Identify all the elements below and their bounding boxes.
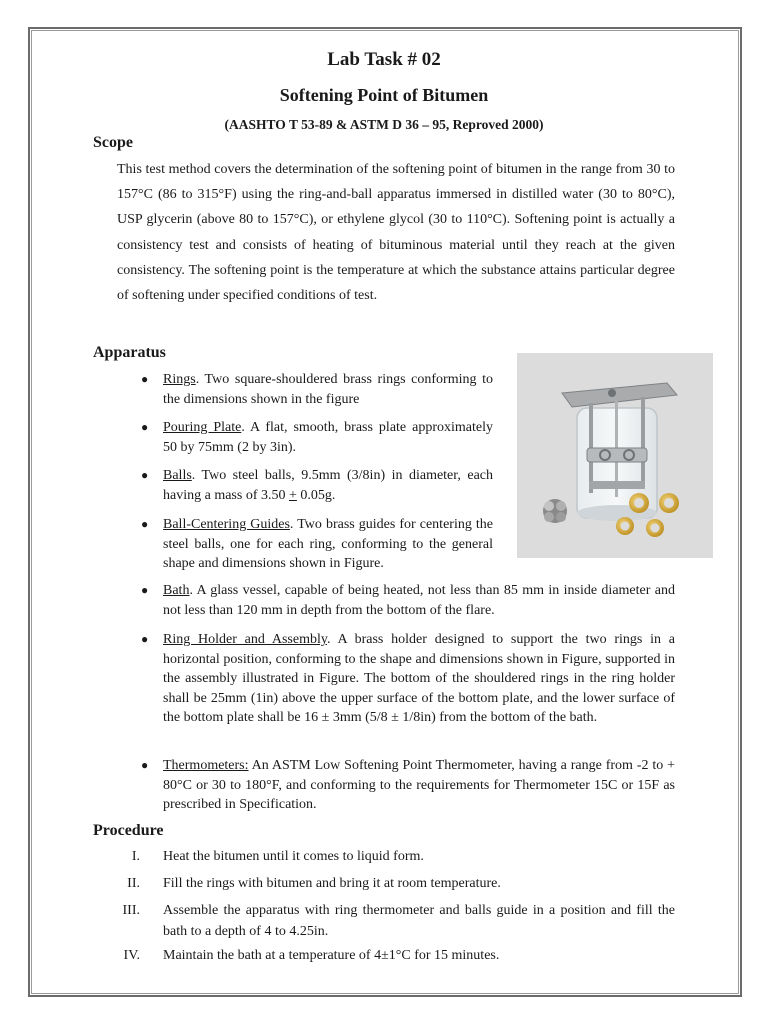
step-number: I. <box>131 849 140 864</box>
apparatus-photo <box>517 353 713 558</box>
bullet-icon: ● <box>141 372 149 386</box>
item-text: . A brass holder designed to support the two rings in a horizontal position, conforming to the shape and dimensions shown in Figure, supported in the assembly illustrated in Figure. The bottom of the shouldered rings in the ring holder shall be 25mm (1in) above the upper surface of the bottom plate, and the lower surface of the bottom plate shall be 16 ± 3mm (5/8 ± 1/8in) from the bottom of the bath. <box>163 632 676 725</box>
item-text: . Two square-shouldered brass rings conforming to the dimensions shown in the figure <box>163 372 493 407</box>
apparatus-illustration <box>517 353 713 558</box>
item-text: . Two steel balls, 9.5mm (3/8in) in diameter, each having a mass of 3.50 <box>163 468 493 503</box>
plus-minus-sign: + <box>288 487 297 503</box>
item-term: Rings <box>163 372 196 387</box>
standard-reference: (AASHTO T 53-89 & ASTM D 36 – 95, Reproved 2000) <box>224 117 544 132</box>
step-text: Fill the rings with bitumen and bring it at room temperature. <box>163 876 501 891</box>
apparatus-heading: Apparatus <box>93 344 166 361</box>
bullet-icon: ● <box>141 420 149 434</box>
item-text: . Two brass guides for centering the steel balls, one for each ring, conforming to the general shape and dimensions shown in Figure. <box>163 517 493 571</box>
bullet-icon: ● <box>141 468 149 482</box>
item-term: Ring Holder and Assembly <box>163 632 327 647</box>
item-term: Bath <box>163 583 190 598</box>
page-title: Lab Task # 02 <box>327 49 441 70</box>
page-subtitle: Softening Point of Bitumen <box>279 85 489 105</box>
bullet-icon: ● <box>141 517 149 531</box>
ball-centering-guide <box>543 499 567 523</box>
step-text: Maintain the bath at a temperature of 4±1°C for 15 minutes. <box>163 948 500 963</box>
step-text: Assemble the apparatus with ring thermometer and balls guide in a position and fill the bath to a depth of 4 to 4.25in. <box>163 903 675 939</box>
step-number: II. <box>127 876 140 891</box>
item-term: Ball-Centering Guides <box>163 517 290 532</box>
item-term: Pouring Plate <box>163 420 242 435</box>
bullet-icon: ● <box>141 632 149 646</box>
procedure-heading: Procedure <box>93 822 164 839</box>
item-text-after: 0.05g. <box>296 487 336 503</box>
item-term: Balls <box>163 468 192 483</box>
step-number: III. <box>122 903 140 918</box>
item-term: Thermometers: <box>163 758 249 773</box>
item-text: . A glass vessel, capable of being heated, not less than 85 mm in inside diameter and not less than 120 mm in depth from the bottom of the flare. <box>163 583 675 618</box>
item-text: An ASTM Low Softening Point Thermometer, having a range from -2 to + 80°C or 30 to 180°F, and conforming to the requirements for Thermometer 15C or 15F as prescribed in Specification. <box>163 758 675 812</box>
bullet-icon: ● <box>141 758 149 772</box>
item-text: . A flat, smooth, brass plate approximately 50 by 75mm (2 by 3in). <box>163 420 493 455</box>
step-text: Heat the bitumen until it comes to liquid form. <box>163 849 424 864</box>
bullet-icon: ● <box>141 583 149 597</box>
scope-paragraph: This test method covers the determination of the softening point of bitumen in the range from 30 to 157°C (86 to 315°F) using the ring-and-ball apparatus immersed in distilled water (30 to 80°C), USP glycerin (above 80 to 157°C), or ethylene glycol (30 to 110°C). Softening point is actually a consistency test and consists of heating of bituminous material until they reach at the given consistency. The softening point is the temperature at which the substance attains particular degree of softening under specified conditions of test. <box>117 162 675 304</box>
scope-heading: Scope <box>93 134 133 151</box>
step-number: IV. <box>123 948 140 963</box>
